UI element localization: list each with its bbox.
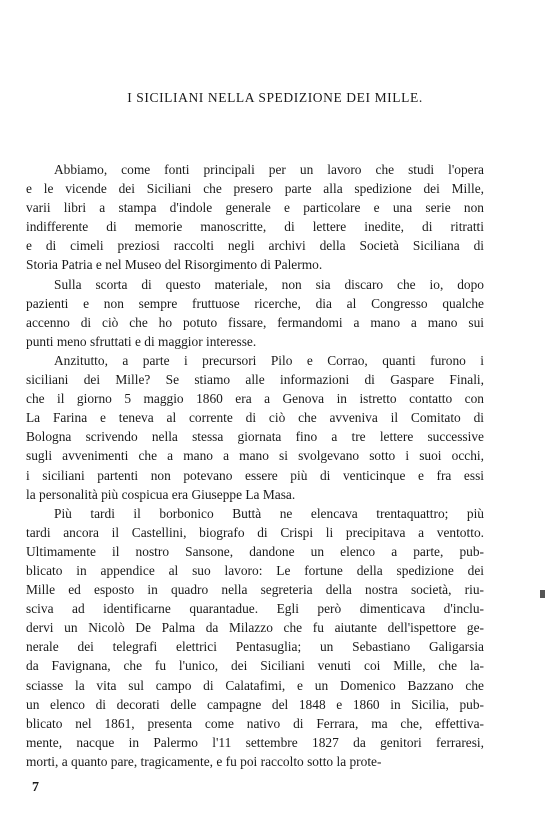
text-line: pazienti e non sempre fruttuose ricerche, dia al Congresso qualche (26, 295, 484, 311)
text-line: Storia Patria e nel Museo del Risorgimento di Palermo. (26, 257, 323, 273)
margin-mark (540, 590, 545, 598)
text-line: Più tardi il borbonico Buttà ne elencava trentaquattro; più (54, 505, 484, 521)
text-line: mente, nacque in Palermo l'11 settembre 1827 da genitori ferraresi, (26, 734, 484, 750)
paragraph (26, 351, 484, 504)
text-line: indifferente di memorie manoscritte, di lettere inedite, di ritratti (26, 219, 484, 235)
paragraph (26, 504, 484, 771)
text-line: nerale dei telegrafi elettrici Pentasuglia; un Sebastiano Galigarsia (26, 639, 484, 655)
text-line: punti meno sfruttati e di maggior interesse. (26, 333, 257, 349)
text-line: dervi un Nicolò De Palma da Milazzo che fu aiutante dell'ispettore ge- (26, 620, 484, 636)
paragraph (26, 275, 484, 351)
text-line: e le vicende dei Siciliani che presero parte alla spedizione dei Mille, (26, 181, 484, 197)
text-line: da Favignana, che fu l'unico, dei Siciliani venuti coi Mille, che la- (26, 658, 484, 674)
text-line: sciasse la vita sul campo di Calatafimi, e un Domenico Bazzano che (26, 677, 484, 693)
text-line: sugli avvenimenti che a mano a mano si svolgevano sotto i suoi occhi, (26, 448, 484, 464)
text-line: accenno di ciò che ho potuto fissare, fermandomi a mano a mano sui (26, 314, 484, 330)
text-line: Bologna scrivendo nella stessa giornata fino a tre lettere successive (26, 429, 484, 445)
text-line: Mille ed esposto in quadro nella segreteria della nostra società, riu- (26, 582, 484, 598)
text-line: che il giorno 5 maggio 1860 era a Genova in istretto contatto con (26, 391, 484, 407)
text-line: varii libri a stampa d'indole generale e particolare e una serie non (26, 200, 484, 216)
text-line: Anzitutto, a parte i precursori Pilo e Corrao, quanti furono i (54, 352, 484, 368)
text-line: Abbiamo, come fonti principali per un lavoro che studi l'opera (54, 162, 484, 177)
text-line: e di cimeli preziosi raccolti negli archivi della Società Siciliana di (26, 238, 484, 254)
text-line: siciliani dei Mille? Se stiamo alle informazioni di Gaspare Finali, (26, 372, 484, 388)
text-line: morti, a quanto pare, tragicamente, e fu poi raccolto sotto la prote- (26, 753, 382, 769)
text-line: sciva ad identificarne quarantadue. Egli però dimenticava d'inclu- (26, 601, 484, 617)
paragraph (26, 160, 484, 275)
body-text (26, 160, 484, 771)
text-line: Sulla scorta di questo materiale, non sia discaro che io, dopo (54, 276, 484, 292)
text-line: blicato nel 1861, presenta come nativo di Ferrara, ma che, effettiva- (26, 715, 484, 731)
text-line: Ultimamente il nostro Sansone, dandone un elenco a parte, pub- (26, 543, 484, 559)
page-number: 7 (32, 780, 39, 795)
text-line: blicato in appendice al suo lavoro: Le fortune della spedizione dei (26, 562, 484, 578)
text-line: i siciliani partenti non potevano essere più di venticinque e fra essi (26, 467, 484, 483)
text-line: tardi ancora il Castellini, biografo di Crispi li precipitava a ventotto. (26, 524, 484, 540)
text-line: La Farina e teneva al corrente di ciò che avveniva il Comitato di (26, 410, 484, 426)
chapter-title: I SICILIANI NELLA SPEDIZIONE DEI MILLE. (127, 90, 423, 105)
text-line: la personalità più cospicua era Giuseppe La Masa. (26, 486, 296, 502)
text-line: un elenco di decorati delle campagne del 1848 e 1860 in Sicilia, pub- (26, 696, 484, 712)
